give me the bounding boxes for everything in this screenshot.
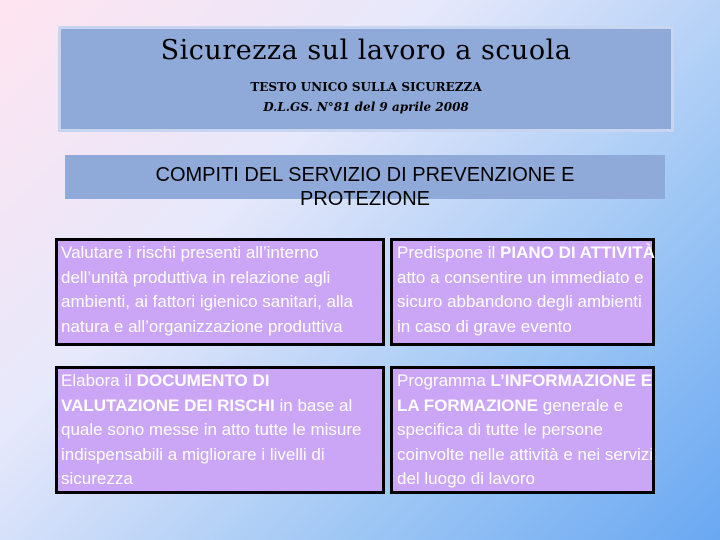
task-text-suffix: in base al quale sono messe in atto tutte le misure indispensabili a migliorare i livelli di sicurezza (61, 395, 362, 488)
task-text-training (397, 369, 655, 492)
task-text-activity-plan (397, 241, 655, 339)
task-text-evaluate-risks (61, 241, 383, 339)
title-box (58, 26, 674, 132)
task-text-bold: L’INFORMAZIONE E LA FORMAZIONE (397, 371, 653, 415)
section-heading-line2: PROTEZIONE (299, 188, 430, 210)
section-heading (65, 163, 665, 211)
task-text-prefix: Predispone il (397, 243, 501, 262)
task-text-risk-document (61, 369, 383, 492)
subtitle-law: TESTO UNICO SULLA SICUREZZA (250, 80, 482, 94)
task-text-suffix: atto a consentire un immediato e sicuro abbandono degli ambienti in caso di grave evento (397, 267, 644, 336)
task-text-suffix: generale e specifica di tutte le persone coinvolte nelle attività e nei servizi del luogo di lavoro (397, 395, 654, 488)
page-title: Sicurezza sul lavoro a scuola (160, 35, 572, 66)
section-heading-line1: COMPITI DEL SERVIZIO DI PREVENZIONE E (155, 164, 575, 186)
task-text-bold: DOCUMENTO DI VALUTAZIONE DEI RISCHI (61, 371, 275, 415)
task-text-bold: PIANO DI ATTIVITÀ (500, 243, 655, 262)
task-text-prefix: Elabora il (61, 371, 137, 390)
subtitle-decree: D.L.GS. N°81 del 9 aprile 2008 (263, 100, 469, 114)
task-text: Valutare i rischi presenti all’interno dell’unità produttiva in relazione agli ambienti, ai fattori igienico sanitari, alla natura e all’organizzazione produttiva (61, 243, 353, 336)
task-text-prefix: Programma (397, 371, 491, 390)
